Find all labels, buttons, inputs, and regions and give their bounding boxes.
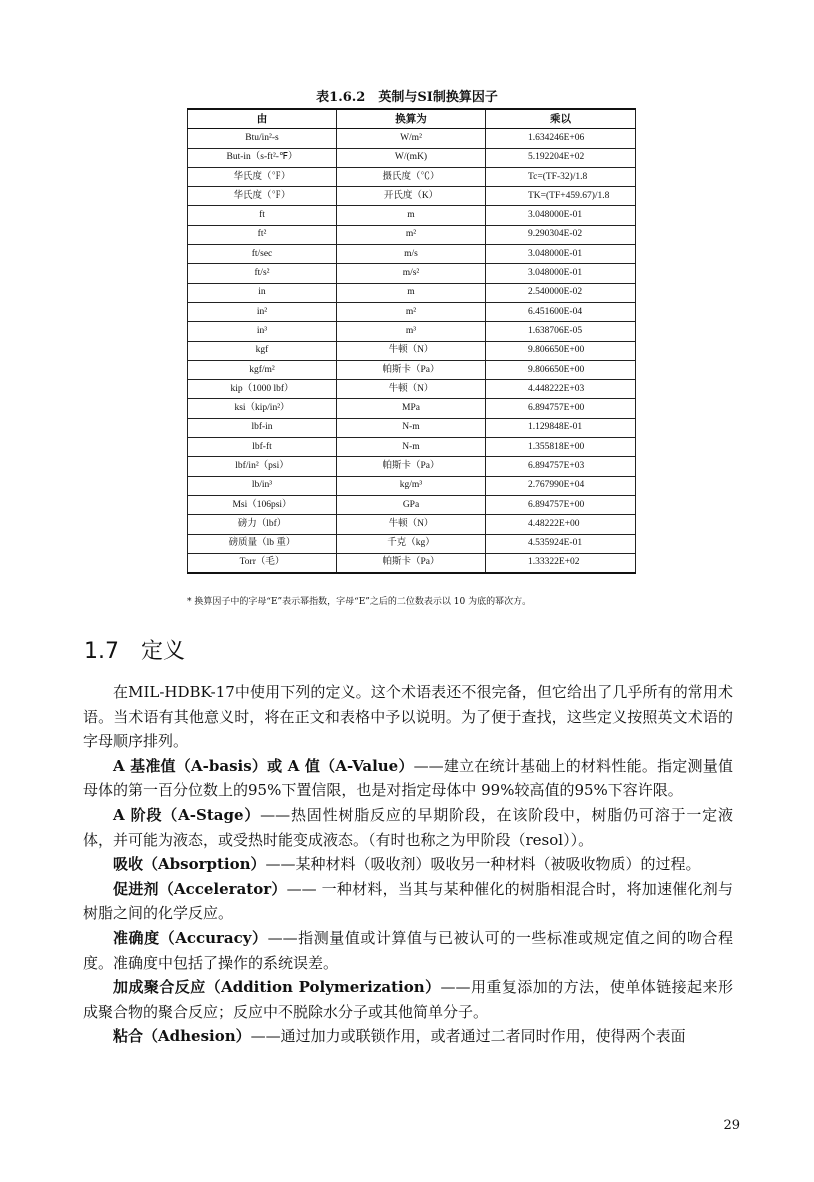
cell-from: Btu/in²-s [188,129,337,148]
page-number: 29 [723,1118,740,1133]
cell-multiplier: 6.894757E+03 [486,457,636,476]
cell-to: MPa [337,399,486,418]
table-row [188,148,636,167]
table-row [188,225,636,244]
cell-from: But-in（s-ft²-℉） [188,148,337,167]
definitions-body [83,680,733,1049]
cell-to: m² [337,225,486,244]
definition-term: 粘合（Adhesion） [113,1027,251,1046]
cell-to: 牛顿（N） [337,341,486,360]
cell-from: in² [188,302,337,321]
cell-to: m/s [337,245,486,264]
cell-from: Torr（毛） [188,553,337,573]
cell-multiplier: 2.540000E-02 [486,283,636,302]
definition-term: 促进剂（Accelerator） [113,879,287,898]
cell-from: lbf/in²（psi） [188,457,337,476]
cell-to: W/(mK) [337,148,486,167]
table-row [188,495,636,514]
section-number: 1.7 [84,639,119,664]
cell-to: m/s² [337,264,486,283]
table-footnote: * 换算因子中的字母“E”表示幂指数，字母“E”之后的二位数表示以 10 为底的幂次方。 [187,597,532,607]
cell-multiplier: 1.634246E+06 [486,129,636,148]
definition-text: ——某种材料（吸收剂）吸收另一种材料（被吸收物质）的过程。 [265,855,701,874]
cell-from: 磅质量（lb 重） [188,534,337,553]
cell-multiplier: 6.894757E+00 [486,399,636,418]
cell-multiplier: 3.048000E-01 [486,206,636,225]
cell-to: N-m [337,418,486,437]
cell-multiplier: Tc=(TF-32)/1.8 [486,167,636,186]
table-caption: 表1.6.2 英制与SI制换算因子 [316,90,498,105]
cell-multiplier: 9.806650E+00 [486,360,636,379]
cell-multiplier: 2.767990E+04 [486,476,636,495]
cell-from: lb/in³ [188,476,337,495]
table-row [188,457,636,476]
table-row [188,206,636,225]
cell-multiplier: 4.48222E+00 [486,515,636,534]
cell-from: ft [188,206,337,225]
definition-text: ——用重复添加的方法，使单体链接起来形成聚合物的聚合反应；反应中不脱除水分子或其他简单分子。 [83,978,733,1021]
cell-multiplier: 3.048000E-01 [486,264,636,283]
table-row [188,380,636,399]
table-row [188,418,636,437]
section-title: 定义 [141,639,186,664]
definition-text: ——通过加力或联锁作用，或者通过二者同时作用，使得两个表面 [250,1027,686,1046]
definition-paragraph [83,754,733,803]
table-row [188,515,636,534]
definition-paragraph [83,975,733,1024]
cell-from: 磅力（lbf） [188,515,337,534]
cell-multiplier: 3.048000E-01 [486,245,636,264]
cell-multiplier: 4.535924E-01 [486,534,636,553]
definition-text: 在MIL-HDBK-17中使用下列的定义。这个术语表还不很完备，但它给出了几乎所有的常用术语。当术语有其他意义时，将在正文和表格中予以说明。为了便于查找，这些定义按照英文术语的字母顺序排列。 [83,683,733,751]
definition-term: 准确度（Accuracy） [113,928,268,947]
table-row [188,264,636,283]
table-row [188,341,636,360]
cell-to: 摄氏度（℃） [337,167,486,186]
definition-text: ——建立在统计基础上的材料性能。指定测量值母体的第一百分位数上的95%下置信限，也是对指定母体中 99%较高值的95%下容许限。 [83,756,733,800]
cell-from: 华氏度（℉） [188,187,337,206]
table-row [188,283,636,302]
cell-from: ft/s² [188,264,337,283]
cell-from: kgf/m² [188,360,337,379]
cell-to: 开氏度（K） [337,187,486,206]
cell-from: lbf-in [188,418,337,437]
cell-from: in [188,283,337,302]
cell-to: m³ [337,322,486,341]
cell-multiplier: TK=(TF+459.67)/1.8 [486,187,636,206]
definition-paragraph [83,877,733,926]
table-row [188,438,636,457]
cell-to: 千克（kg） [337,534,486,553]
table-row [188,167,636,186]
cell-from: kip（1000 lbf） [188,380,337,399]
cell-to: m² [337,302,486,321]
table-row [188,553,636,573]
cell-multiplier: 6.451600E-04 [486,302,636,321]
table-row [188,476,636,495]
table-row [188,360,636,379]
header-multiply: 乘以 [486,109,636,129]
header-from: 由 [188,109,337,129]
conversion-table [187,108,636,574]
cell-from: ft² [188,225,337,244]
table-row [188,129,636,148]
cell-from: 华氏度（℉） [188,167,337,186]
cell-from: in³ [188,322,337,341]
cell-to: 帕斯卡（Pa） [337,553,486,573]
cell-to: 牛顿（N） [337,380,486,399]
cell-to: N-m [337,438,486,457]
definition-term: 加成聚合反应（Addition Polymerization） [113,978,441,997]
table-row [188,187,636,206]
definition-paragraph [83,852,733,877]
cell-multiplier: 9.806650E+00 [486,341,636,360]
cell-to: W/m² [337,129,486,148]
table-row [188,302,636,321]
header-to: 换算为 [337,109,486,129]
cell-from: lbf-ft [188,438,337,457]
definition-paragraph [83,1024,733,1049]
definition-paragraph [83,926,733,975]
cell-to: 帕斯卡（Pa） [337,360,486,379]
cell-to: GPa [337,495,486,514]
cell-to: 帕斯卡（Pa） [337,457,486,476]
definition-term: A 阶段（A-Stage） [113,805,261,824]
cell-multiplier: 1.129848E-01 [486,418,636,437]
cell-multiplier: 4.448222E+03 [486,380,636,399]
definition-term: 吸收（Absorption） [113,855,266,874]
cell-to: m [337,206,486,225]
cell-to: 牛顿（N） [337,515,486,534]
table-body [188,129,636,573]
definition-text: —— 一种材料，当其与某种催化的树脂相混合时，将加速催化剂与树脂之间的化学反应。 [83,879,733,923]
cell-multiplier: 1.33322E+02 [486,553,636,573]
cell-from: ft/sec [188,245,337,264]
table-row [188,534,636,553]
cell-from: ksi（kip/in²） [188,399,337,418]
definition-text: ——热固性树脂反应的早期阶段，在该阶段中，树脂仍可溶于一定液体，并可能为液态，或受热时能变成液态。（有时也称之为甲阶段（resol））。 [83,805,733,849]
cell-multiplier: 1.355818E+00 [486,438,636,457]
cell-from: kgf [188,341,337,360]
cell-multiplier: 6.894757E+00 [486,495,636,514]
definition-paragraph [83,803,733,852]
definition-text: ——指测量值或计算值与已被认可的一些标准或规定值之间的吻合程度。准确度中包括了操作的系统误差。 [83,928,733,972]
cell-to: kg/m³ [337,476,486,495]
table-header-row [188,109,636,129]
section-heading [84,634,185,665]
table-row [188,245,636,264]
cell-from: Msi（106psi） [188,495,337,514]
cell-to: m [337,283,486,302]
table-row [188,322,636,341]
cell-multiplier: 9.290304E-02 [486,225,636,244]
cell-multiplier: 5.192204E+02 [486,148,636,167]
cell-multiplier: 1.638706E-05 [486,322,636,341]
table-row [188,399,636,418]
definition-paragraph [83,680,733,754]
definition-term: A 基准值（A-basis）或 A 值（A-Value） [113,756,414,775]
